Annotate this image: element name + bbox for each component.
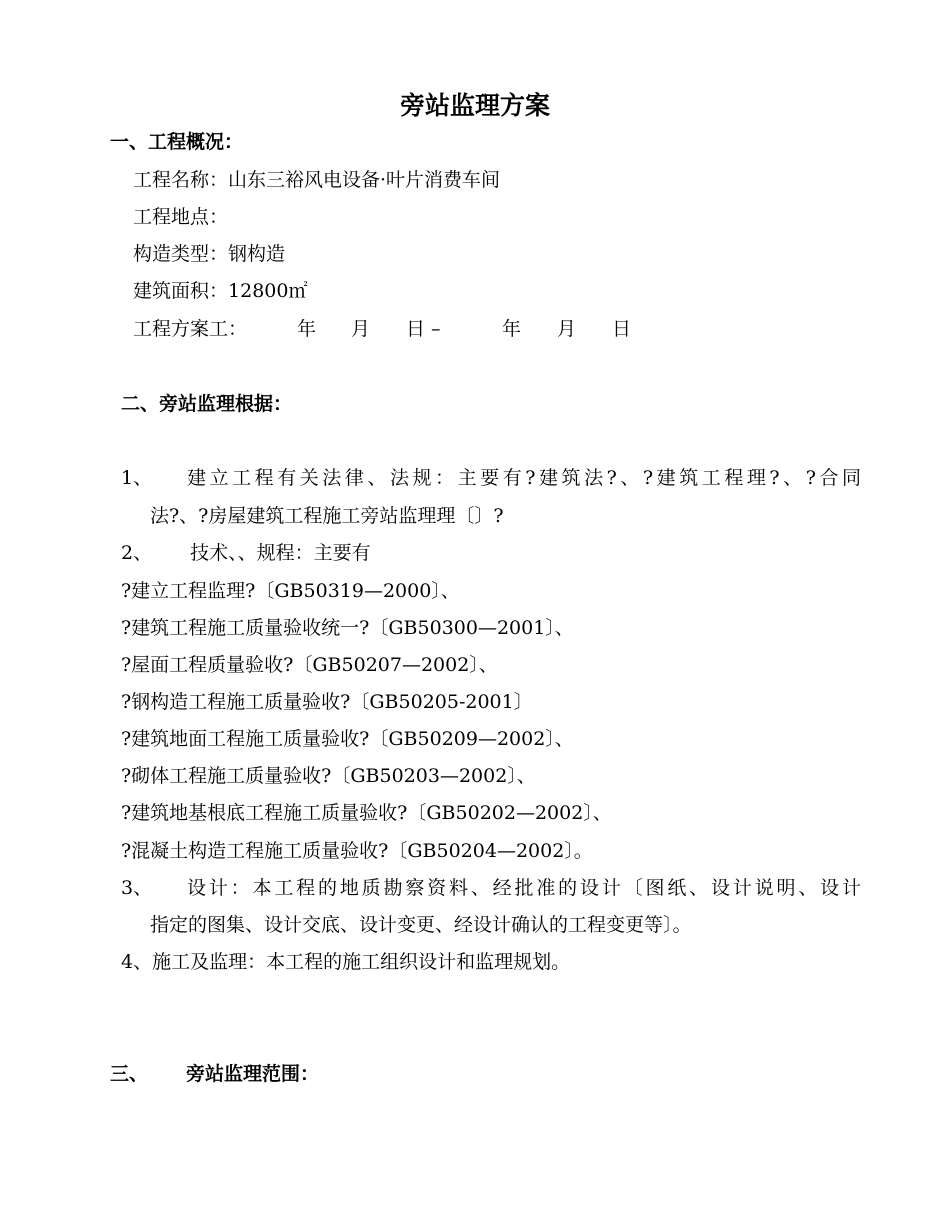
item1-line2: 法?、?房屋建筑工程施工旁站监理理〔〕? bbox=[150, 505, 504, 527]
item2-text: 技术、、规程：主要有 bbox=[190, 542, 371, 564]
schedule-day-start: 日 – bbox=[406, 318, 441, 340]
structure-value: 钢构造 bbox=[228, 243, 286, 265]
item3-number: 3、 bbox=[121, 877, 153, 899]
area-value: 12800㎡ bbox=[228, 280, 308, 302]
standard-item: ?建筑工程施工质量验收统一?〔GB50300—2001〕、 bbox=[121, 617, 574, 639]
document-title: 旁站监理方案 bbox=[399, 91, 550, 120]
structure-line bbox=[133, 240, 285, 268]
item3-text-line1: 设计：本工程的地质勘察资料、经批准的设计〔图纸、设计说明、设计 bbox=[187, 877, 861, 899]
item1-text-line1: 建立工程有关法律、法规：主要有?建筑法?、?建筑工程理?、?合同 bbox=[187, 467, 861, 489]
section2-heading: 二、旁站监理根据： bbox=[121, 393, 293, 415]
area-label: 建筑面积： bbox=[133, 280, 229, 302]
section3-heading bbox=[110, 1060, 319, 1088]
location-line bbox=[133, 203, 228, 231]
project-name-label: 工程名称： bbox=[133, 169, 229, 191]
item2-line bbox=[121, 539, 371, 567]
standard-item: ?砌体工程施工质量验收?〔GB50203—2002〕、 bbox=[121, 765, 536, 787]
schedule-day-end: 日 bbox=[612, 318, 632, 340]
location-label: 工程地点： bbox=[133, 206, 229, 228]
schedule-year-end: 年 bbox=[502, 318, 522, 340]
project-name-line bbox=[133, 166, 500, 194]
schedule-label: 工程方案工： bbox=[133, 318, 248, 340]
item2-number: 2、 bbox=[121, 542, 153, 564]
standard-item: ?钢构造工程施工质量验收?〔GB50205-2001〕 bbox=[121, 691, 533, 713]
item4-line: 4、施工及监理：本工程的施工组织设计和监理规划。 bbox=[121, 951, 571, 973]
area-line bbox=[133, 277, 307, 305]
schedule-month-start: 月 bbox=[351, 318, 371, 340]
standard-item: ?混凝土构造工程施工质量验收?〔GB50204—2002〕。 bbox=[121, 840, 593, 862]
structure-label: 构造类型： bbox=[133, 243, 229, 265]
section1-heading: 一、工程概况： bbox=[110, 131, 244, 153]
standard-item: ?屋面工程质量验收?〔GB50207—2002〕、 bbox=[121, 654, 498, 676]
section3-title: 旁站监理范围： bbox=[186, 1063, 320, 1085]
project-name-value: 山东三裕风电设备·叶片消费车间 bbox=[228, 169, 501, 191]
section3-number: 三、 bbox=[110, 1063, 149, 1085]
schedule-year-start: 年 bbox=[297, 318, 317, 340]
standard-item: ?建筑地基根底工程施工质量验收?〔GB50202—2002〕、 bbox=[121, 802, 612, 824]
item1-number: 1、 bbox=[121, 467, 153, 489]
schedule-line bbox=[133, 315, 693, 343]
item3-line2: 指定的图集、设计交底、设计变更、经设计确认的工程变更等〕。 bbox=[150, 914, 692, 936]
schedule-month-end: 月 bbox=[557, 318, 577, 340]
standard-item: ?建筑地面工程施工质量验收?〔GB50209—2002〕、 bbox=[121, 728, 574, 750]
standard-item: ?建立工程监理?〔GB50319—2000〕、 bbox=[121, 580, 460, 602]
